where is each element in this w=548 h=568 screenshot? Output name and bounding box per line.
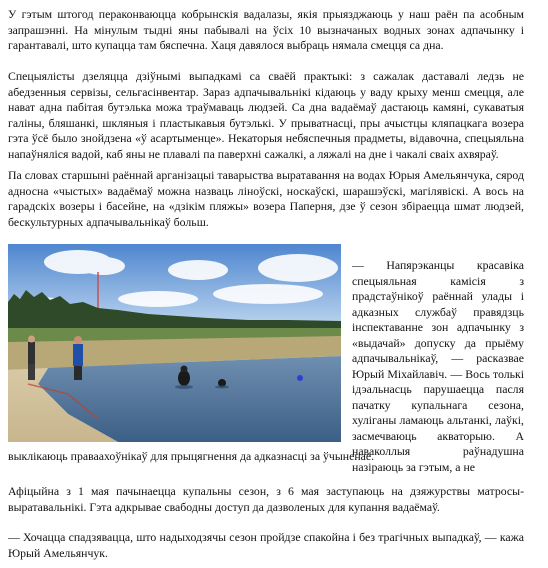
paragraph-quote: — Напярэканцы красавіка спецыяльная камісія з прадстаўнікоў раённай улады і адказных службаў правядзць інспектаванне зон адпачынку з «выдачай» допуску да прыёму адпачывальнікаў, — расказвае Юрый Міхайлавіч. — Вось толькі ідэальнасць парушаецца пасля пачатку купальнага сезона, хуліганы ламаюць альтанкі, лаўкі, засмечваюць акваторыю. А наваколлыя раўнадушна назіраюць за гэтым, а не — [352, 258, 524, 474]
rescuer-left — [28, 336, 35, 381]
paragraph-season: Афіцыйна з 1 мая пачынаецца купальны сезон, з 6 мая заступаюць на дзяжурствы матросы-выратавальнікі. Гэта адкрывае свабодны доступ да дазволеных для купання вадаёмаў. — [8, 484, 524, 514]
paragraph-intro: У гэтым штогод пераконваюцца кобрынскія вадалазы, якія прыязджаюць у наш раён па асобным запрашэнні. На мінулым тыдні яны пабывалі на ўсіх 10 вызначаных водных зонах адпачынку і гарантавалі, што купацца там бяспечна. Хаця давялося выбраць нямала смецця са дна. — [8, 7, 524, 52]
paragraph-closing: — Хочацца спадзявацца, што надыходзячы сезон пройдзе спакойна і без трагічных выпадкаў, — кажа Юрый Амельянчук. — [8, 530, 524, 560]
paragraph-findings: Спецыялісты дзеляцца дзіўнымі выпадкамі са сваёй практыкі: з сажалак даставалі ледзь не абедзенныя сервізы, сельгасінвентар. Зараз адпачывальнікі кідаюць у ваду крыху менш смецця, але нават адна пабітая бутэлька можа траўмаваць людзей. Са дна вадаёмаў дастаюць камяні, сукаватыя галіны, бляшанкі, шкляныя і пластыкавыя бутэлькі. У прыватнасці, пры ачыстцы кляпацкага возера гэта ўсё было знойдзена «ў асартыменце». Некаторыя небяспечныя прадметы, відавочна, спецыяльна напаўняліся вадой, каб яны не плавалі па паверхні сажалкі, а ляжалі на дне і чакалі сваіх ахвяраў. — [8, 69, 524, 161]
paragraph-clean-lakes: Па словах старшыні раённай арганізацыі таварыства выратавання на водах Юрыя Амельянчука, сярод адносна «чыстых» вадаёмаў можна назваць ліноўскі, носкаўскі, шарашэўскі, магілявіскі. А вось на гарадскіх возеры і басейне, на «дзікім пляжы» возера Паперня, дзе ў сезон збіраецца шмат людзей, бескультурных адпачывальнікаў больш. — [8, 168, 524, 229]
buoy — [297, 375, 303, 381]
lake-photo — [8, 244, 341, 442]
paragraph-quote-continued: выклікаюць праваахоўнікаў для прыцягнення да адказнасці за ўчыненае. — [8, 449, 375, 463]
